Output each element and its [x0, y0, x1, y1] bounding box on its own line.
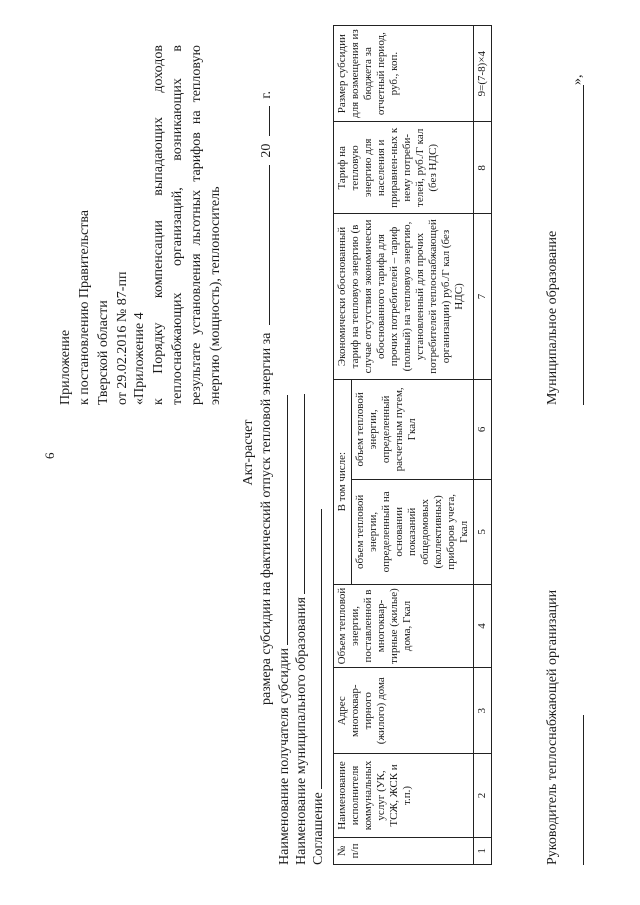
agreement-row: [309, 509, 327, 865]
header-executor: Наименование исполнителя коммунальных услуг (УК, ТСЖ, ЖСК и т.п.): [334, 754, 474, 838]
header-subsidy-amount: Размер субсидии для возмещения из бюджета за отчетный период, руб., коп.: [334, 26, 474, 122]
year-blank: [257, 106, 270, 136]
appendix-line: Тверской области: [96, 300, 111, 405]
column-number: 9=(7-8)×4: [474, 26, 492, 122]
signature-supplier-label: Руководитель теплоснабжающей организации: [545, 589, 560, 865]
column-number: 5: [474, 480, 492, 585]
municipality-row: [292, 394, 310, 865]
appendix-line: к постановлению Правительства: [77, 209, 92, 405]
column-number: 2: [474, 754, 492, 838]
municipality-label: Наименование муниципального образования: [294, 597, 309, 865]
recipient-blank: [275, 395, 288, 645]
header-address: Адрес многоквар-тирного (жилого) дома: [334, 668, 474, 754]
header-total-volume: Объем тепловой энергии, поставленной в многоквар-тирные (жилые) дома, Гкал: [334, 584, 474, 668]
signature-closing-quote: »,: [570, 74, 585, 85]
signature-municipality-label: Муниципальное образование: [545, 230, 560, 405]
year-prefix: 20: [259, 143, 274, 158]
header-group-including: В том числе:: [334, 379, 352, 584]
order-line: «Приложение 4: [132, 312, 147, 405]
signature-municipality-line: [583, 85, 584, 405]
recipient-label: Наименование получателя субсидии: [277, 648, 292, 865]
header-number: № п/п: [334, 837, 474, 864]
subsidy-table: [333, 25, 492, 865]
order-line: к Порядку компенсации выпадающих доходов: [151, 45, 166, 405]
table-header-row: [334, 26, 352, 865]
order-reference: [130, 45, 225, 405]
year-suffix: г.: [259, 90, 274, 99]
act-subtitle: [257, 91, 275, 705]
header-calculated-volume: объем тепловой энергии, определенный расчетным путем, Гкал: [352, 379, 474, 479]
column-number: 7: [474, 214, 492, 379]
column-number: 1: [474, 837, 492, 864]
page-number: 6: [42, 452, 57, 459]
column-number: 4: [474, 584, 492, 668]
order-line: теплоснабжающих организаций, возникающих в: [170, 45, 185, 405]
act-title: Акт-расчет: [241, 419, 256, 486]
agreement-blank: [309, 509, 322, 789]
column-number: 8: [474, 122, 492, 214]
period-blank: [257, 165, 270, 325]
recipient-row: [275, 395, 293, 865]
column-number: 6: [474, 379, 492, 479]
appendix-date-line: от 29.02.2016 № 87-пп: [115, 271, 130, 405]
agreement-label: Соглашение: [311, 792, 326, 865]
header-metered-volume: объем тепловой энергии, определенный на основании показаний общедомовых (коллективных) приборов учета, Гкал: [352, 480, 474, 585]
column-number: 3: [474, 668, 492, 754]
header-population-tariff: Тариф на тепловую энергию для населения и приравнен-ных к нему потреби-телей, руб./Г кал (без НДС): [334, 122, 474, 214]
signature-supplier-line: [583, 715, 584, 865]
order-line: результате установления льготных тарифов на тепловую: [189, 45, 204, 405]
table-number-row: [474, 26, 492, 865]
municipality-blank: [292, 394, 305, 594]
appendix-header: [56, 210, 132, 405]
header-economic-tariff: Экономически обоснованный тариф на тепловую энергию (в случае отсутствия экономически обоснованного тарифа для прочих потребителей – тариф (полный) на тепловую энергию, установленный для прочих потребителей теплоснабжающей организации) руб./Г кал (без НДС): [334, 214, 474, 379]
act-subtitle-text: размера субсидии на фактический отпуск тепловой энергии за: [259, 332, 274, 705]
appendix-line: Приложение: [58, 329, 73, 405]
order-line: энергию (мощность), теплоноситель: [208, 186, 223, 405]
